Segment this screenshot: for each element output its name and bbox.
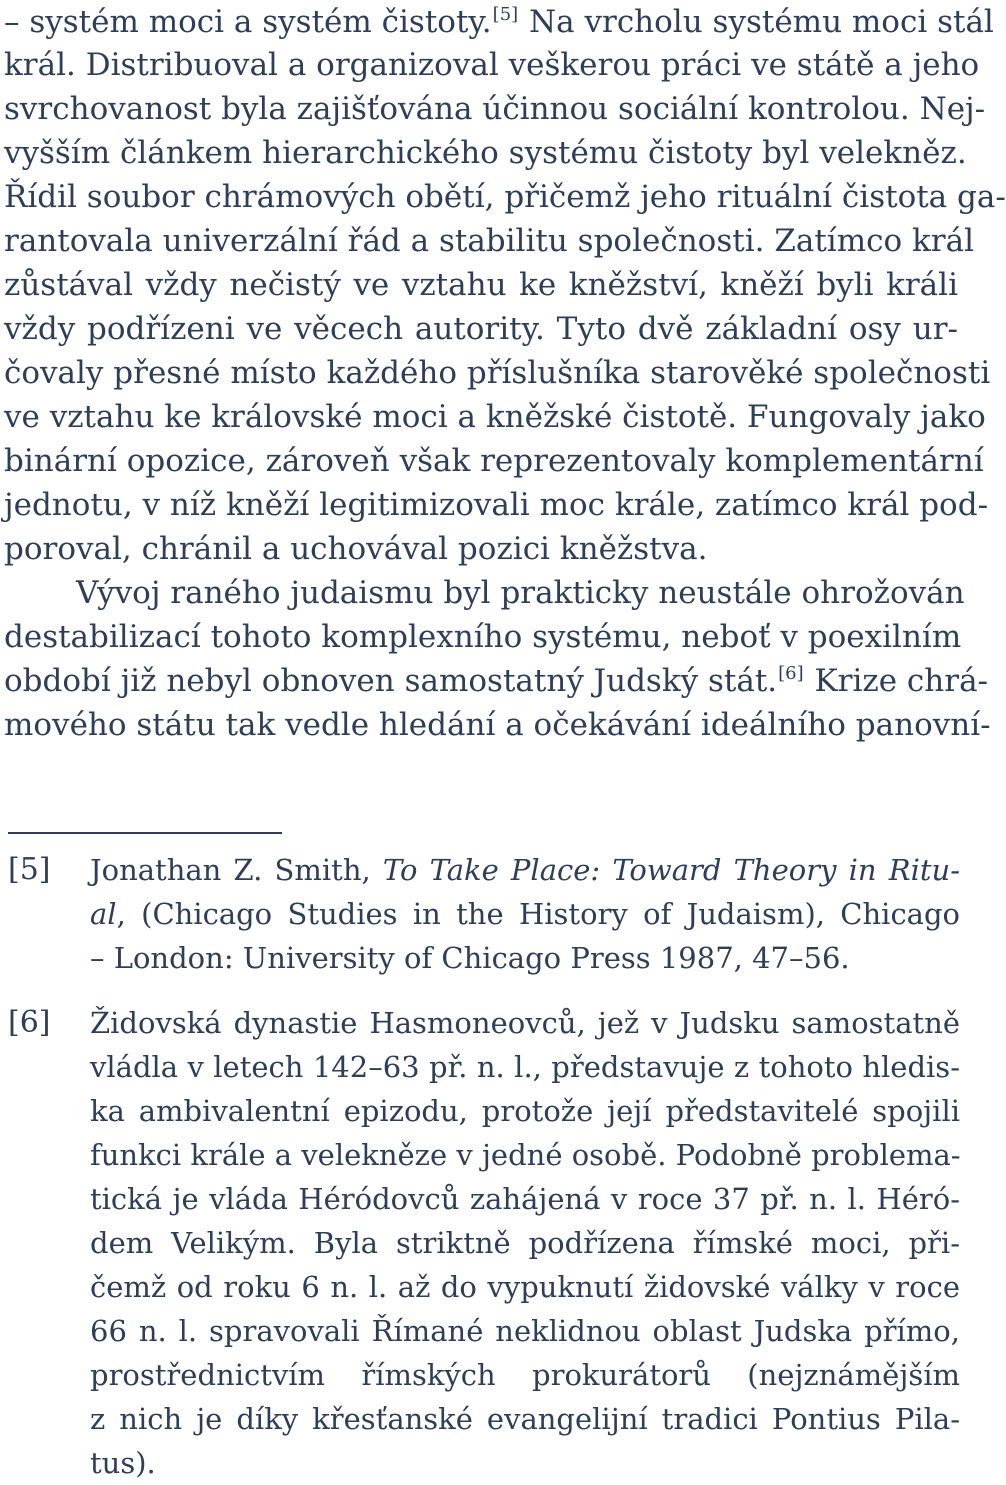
body-line: král. Distribuoval a organizoval veškerou práci ve státě a jeho — [4, 47, 980, 83]
footnote-line: funkci krále a velekněze v jedné osobě. Podobně problema- — [90, 1138, 961, 1172]
footnote-line: 66 n. l. spravovali Římané neklidnou oblast Judska přímo, — [90, 1314, 960, 1348]
body-line: období již nebyl obnoven samostatný Judský stát.[6] Krize chrá- — [4, 663, 989, 699]
body-line: jednotu, v níž kněží legitimizovali moc krále, zatímco král pod- — [4, 487, 989, 523]
body-line: poroval, chránil a uchovával pozici kněžstva. — [4, 531, 708, 567]
body-line: Řídil soubor chrámových obětí, přičemž jeho rituální čistota ga- — [4, 179, 1006, 215]
footnote-line: čemž od roku 6 n. l. až do vypuknutí židovské války v roce — [90, 1270, 960, 1304]
body-line: ve vztahu ke královské moci a kněžské čistotě. Fungovaly jako — [4, 399, 986, 435]
body-line: – systém moci a systém čistoty.[5] Na vrcholu systému moci stál — [4, 4, 994, 40]
body-line: rantovala univerzální řád a stabilitu společnosti. Zatímco král — [4, 223, 974, 259]
footnote-line: tická je vláda Héródovců zahájená v roce 37 př. n. l. Héró- — [90, 1182, 960, 1216]
footnote-line: al, (Chicago Studies in the History of Judaism), Chicago — [90, 897, 960, 931]
footnote-line: Židovská dynastie Hasmoneovců, jež v Judsku samostatně — [90, 1006, 960, 1040]
footnote-line: dem Velikým. Byla striktně podřízena římské moci, při- — [90, 1226, 960, 1260]
footnote-marker: [6] — [8, 1005, 51, 1040]
footnote-separator — [8, 832, 282, 834]
footnote-line: tus). — [90, 1446, 156, 1480]
body-line: mového státu tak vedle hledání a očekávání ideálního panovní- — [4, 707, 991, 743]
footnote-line: prostřednictvím římských prokurátorů (nejznámějším — [90, 1358, 960, 1392]
footnote-ref-5[interactable]: [5] — [492, 4, 519, 25]
footnote-marker: [5] — [8, 852, 51, 887]
footnote-line: – London: University of Chicago Press 1987, 47–56. — [90, 941, 850, 975]
citation-title-italic: al — [90, 897, 117, 931]
footnote-line: z nich je díky křesťanské evangelijní tradici Pontius Pila- — [90, 1402, 960, 1436]
footnote-line: Jonathan Z. Smith, To Take Place: Toward Theory in Ritu- — [90, 853, 960, 887]
footnote-line: vládla v letech 142–63 př. n. l., představuje z tohoto hledis- — [90, 1050, 960, 1084]
footnote-line: ka ambivalentní epizodu, protože její představitelé spojili — [90, 1094, 960, 1128]
body-line: vyšším článkem hierarchického systému čistoty byl velekněz. — [4, 135, 967, 171]
body-line: zůstával vždy nečistý ve vztahu ke kněžství, kněží byli králi — [4, 267, 958, 303]
body-line: čovaly přesné místo každého příslušníka starověké společnosti — [4, 355, 991, 391]
paragraph-start-line: Vývoj raného judaismu byl prakticky neustále ohrožován — [76, 575, 965, 611]
citation-title-italic: To Take Place: Toward Theory in Ritu- — [382, 853, 960, 887]
body-line: vždy podřízeni ve věcech autority. Tyto dvě základní osy ur- — [4, 311, 958, 347]
body-line: binární opozice, zároveň však reprezentovaly komplementární — [4, 443, 984, 479]
footnote-ref-6[interactable]: [6] — [778, 663, 804, 684]
body-line: svrchovanost byla zajišťována účinnou sociální kontrolou. Nej- — [4, 91, 986, 127]
body-line: destabilizací tohoto komplexního systému, neboť v poexilním — [4, 619, 962, 655]
